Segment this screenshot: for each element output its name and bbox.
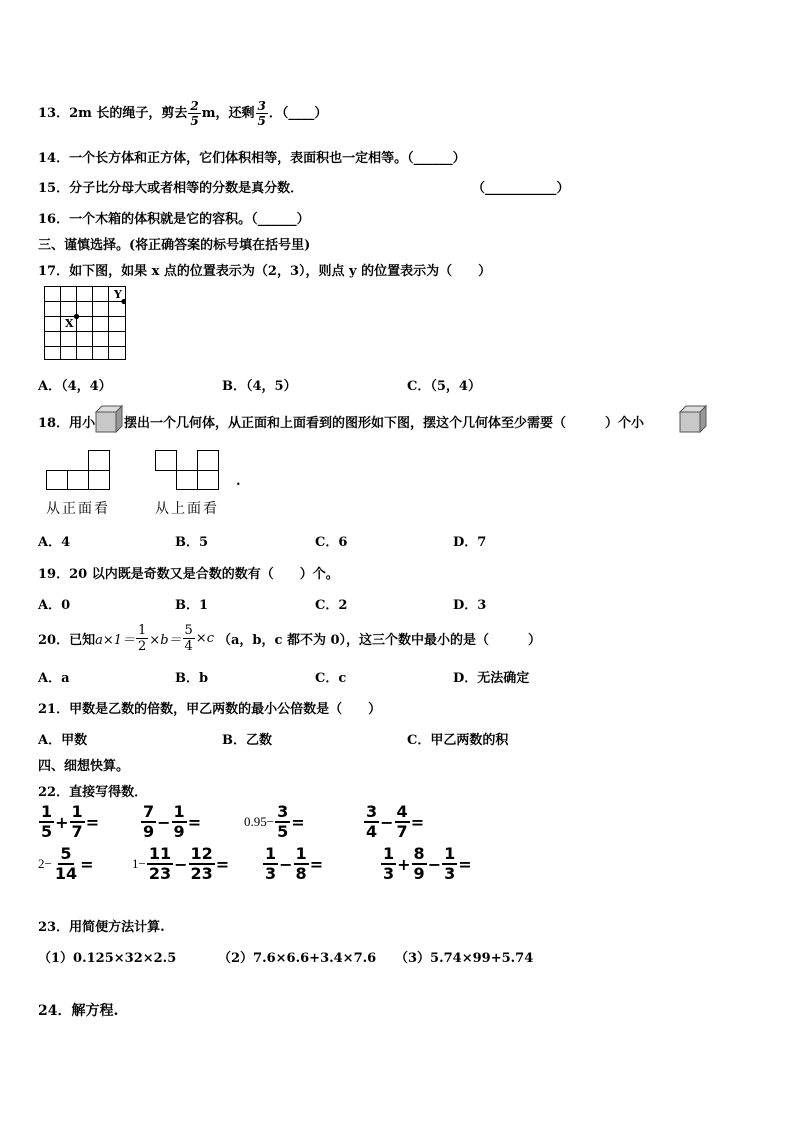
option-b: B．1 [175,598,209,613]
answer-blank: （___________） [472,181,570,196]
question-18-part1: 18．用小 [38,416,96,431]
expression-2: $\frac{7}{9}$ − $\frac{1}{9}$ = [143,802,202,841]
option-c: C．c [315,671,347,686]
front-view-figure [46,450,110,494]
option-a: A．a [38,671,70,686]
point-x [74,314,79,319]
question-17: 17．如下图，如果 x 点的位置表示为（2，3），则点 y 的位置表示为（ ） [38,264,492,279]
front-view-label: 从正面看 [46,501,110,517]
question-13: 13．2m 长的绳子，剪去 $\frac{2}{5}$ m，还剩 $\frac{3}{5}$ ．（____） [38,99,328,128]
question-16: 16．一个木箱的体积就是它的容积。（______） [38,212,310,227]
expression-1: $\frac{1}{5}$ + $\frac{1}{7}$ = [41,802,100,841]
expression-4: $\frac{3}{4}$ − $\frac{4}{7}$ = [366,802,425,841]
fraction: $\frac{1}{2}$ [138,623,147,654]
option-d: D．3 [453,598,487,613]
question-20: 20．已知 a×1＝ $\frac{1}{2}$ ×b＝ $\frac{5}{4}$ ×c （a，b，c 都不为 0），这三个数中最小的是（ ） [38,623,542,654]
expression-7: $\frac{1}{3}$ − $\frac{1}{8}$ = [265,844,324,883]
question-22: 22．直接写得数． [38,785,148,800]
question-19: 19．20 以内既是奇数又是合数的数有（ ）个。 [38,567,339,582]
option-a: A．（4，4） [38,379,112,394]
question-23: 23．用简便方法计算. [38,920,165,935]
label-x: X [65,317,74,330]
fraction: $\frac{5}{4}$ [184,623,193,654]
question-15: 15．分子比分母大或者相等的分数是真分数． [38,181,304,196]
section-heading: 四、细想快算。 [38,759,130,774]
option-a: A．甲数 [38,733,88,748]
fraction: $\frac{2}{5}$ [190,99,199,128]
calc-item-2: （2）7.6×6.6+3.4×7.6 [218,951,377,966]
top-view-figure [155,450,219,494]
option-b: B．b [175,671,209,686]
cube-icon [678,404,708,434]
calc-item-1: （1）0.125×32×2.5 [38,951,177,966]
expression-5: 2− $\frac{5}{14}$ = [38,844,94,883]
option-c: C．6 [315,535,348,550]
option-b: B．5 [175,535,209,550]
question-14: 14．一个长方体和正方体，它们体积相等，表面积也一定相等。（______） [38,151,466,166]
point-y [121,299,126,304]
label-y: Y [114,288,122,301]
option-d: D．7 [453,535,487,550]
expression-8: $\frac{1}{3}$ + $\frac{8}{9}$ − $\frac{1}{3}$ = [383,844,472,883]
option-a: A．0 [38,598,71,613]
cube-icon [94,404,124,434]
section-heading: 三、谨慎选择。(将正确答案的标号填在括号里) [38,238,311,253]
fraction: $\frac{3}{5}$ [257,99,266,128]
period: . [236,474,241,489]
top-view-label: 从上面看 [155,501,219,517]
question-21: 21．甲数是乙数的倍数，甲乙两数的最小公倍数是（ ） [38,702,382,717]
option-c: C．（5，4） [407,379,481,394]
question-24: 24．解方程. [38,1003,119,1019]
option-b: B．乙数 [222,733,272,748]
option-b: B．（4，5） [222,379,297,394]
option-c: C．甲乙两数的积 [407,733,509,748]
option-a: A．4 [38,535,71,550]
expression-6: 1− $\frac{11}{23}$ − $\frac{12}{23}$ = [132,844,230,883]
option-d: D．无法确定 [453,671,530,686]
calc-item-3: （3）5.74×99+5.74 [395,951,534,966]
expression-3: 0.95− $\frac{3}{5}$ = [244,802,305,841]
question-18-part2: 摆出一个几何体，从正面和上面看到的图形如下图，摆这个几何体至少需要（ ）个小 [124,416,645,431]
option-c: C．2 [315,598,348,613]
